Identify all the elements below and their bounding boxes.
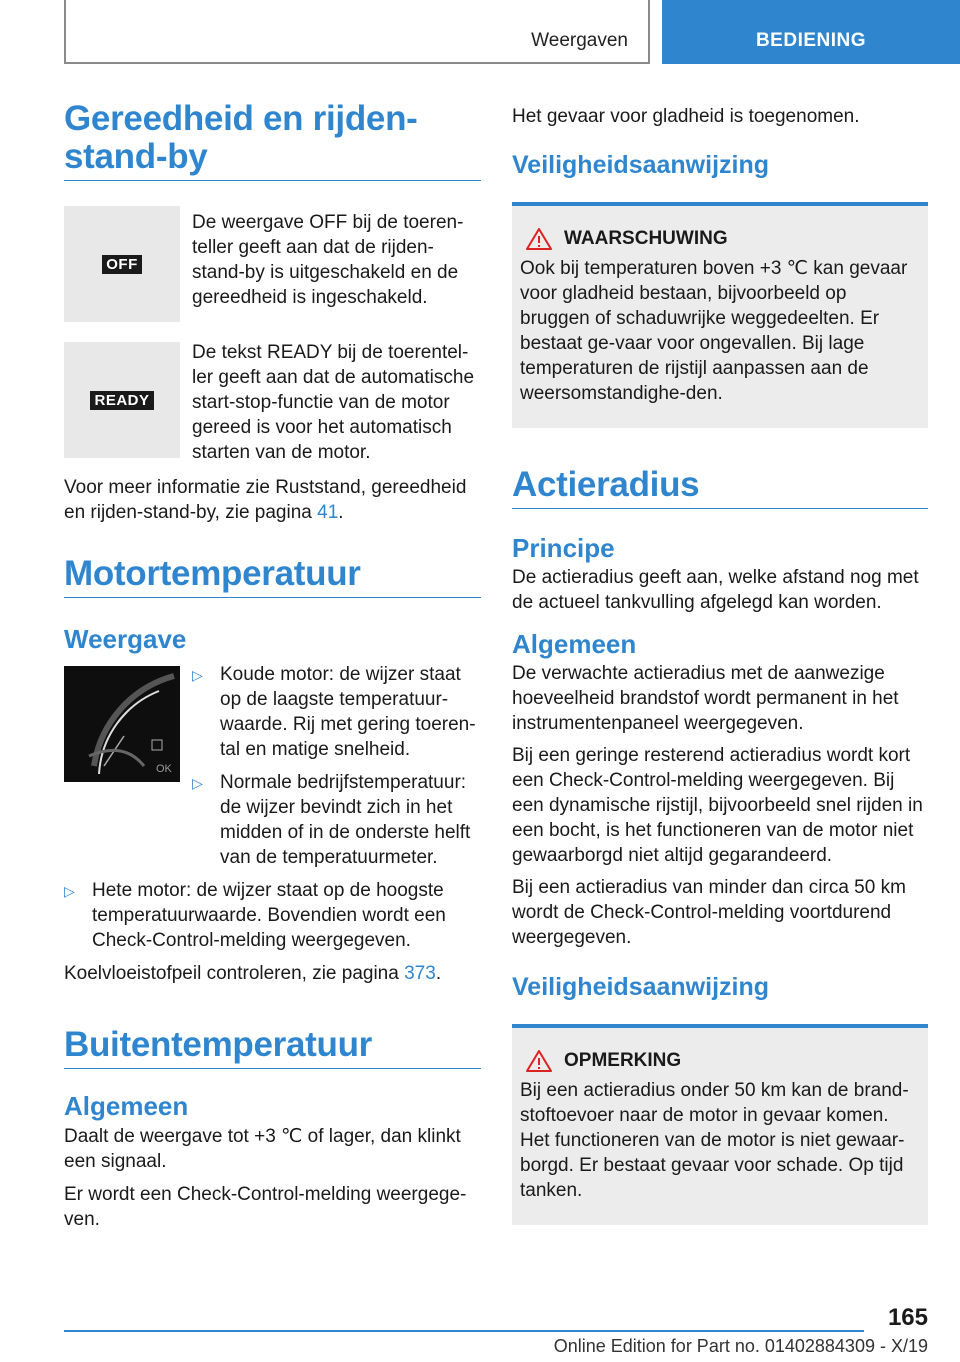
off-figure <box>64 206 180 322</box>
warning-text: Ook bij temperaturen boven +3 ℃ kan gevaar voor gladheid bestaan, bijvoorbeeld op bruggen of schaduwrijke weggedeelten. Er bestaat ge-vaar voor ongevallen. Bij lage temperaturen de rijstijl aanpassen aan de weersomstandighe-den. <box>520 258 908 404</box>
more-info-label: Voor meer informatie zie Ruststand, gereedheid en rijden-stand-by, zie pagina <box>64 477 467 523</box>
temperature-gauge-figure <box>64 666 180 782</box>
bullet-normal-temp: ▷ Normale bedrijfstemperatuur: de wijzer bevindt zich in het midden of in de onderste helft van de temperatuurmeter. <box>192 772 471 868</box>
chapter-label: BEDIENING <box>755 30 867 51</box>
warning-triangle-icon <box>526 1050 552 1072</box>
slippery-text: Het gevaar voor gladheid is toegenomen. <box>512 106 860 127</box>
gauge-figure-row <box>64 666 481 870</box>
range-p2: Bij een geringe resterend actieradius wordt kort een Check-Control-melding weergegeven. Bij een dynamische rijstijl, bijvoorbeeld snel rijden in een bocht, is het functioneren van de motor niet gewaarborgd niet altijd gegarandeerd. <box>512 745 923 866</box>
page-link-373[interactable]: 373 <box>404 963 436 984</box>
bullet-hot-engine: ▷ Hete motor: de wijzer staat op de hoogste temperatuurwaarde. Bovendien wordt een Check-Control-melding weergegeven. <box>64 880 446 951</box>
ready-figure-row <box>64 342 481 465</box>
edition-text: Online Edition for Part no. 01402884309 - X/19 <box>553 1336 928 1356</box>
subtitle-principle: Principe <box>512 533 615 563</box>
subtitle-general: Algemeen <box>64 1091 189 1121</box>
header-section: Weergaven <box>531 30 628 51</box>
outside-temp-p1: Daalt de weergave tot +3 ℃ of lager, dan klinkt een signaal. <box>64 1126 461 1172</box>
page-link-41[interactable]: 41 <box>317 502 339 523</box>
more-info-text: Voor meer informatie zie Ruststand, gereedheid en rijden-stand-by, zie pagina 41. <box>64 477 467 523</box>
chapter-tab[interactable] <box>662 0 960 64</box>
subtitle-general-range: Algemeen <box>512 629 637 659</box>
range-p3: Bij een actieradius van minder dan circa 50 km wordt de Check-Control-melding voortdurend weergegeven. <box>512 877 906 948</box>
outside-temp-p2: Er wordt een Check-Control-melding weergege-ven. <box>64 1184 467 1230</box>
range-p1: De verwachte actieradius met de aanwezige hoeveelheid brandstof wordt permanent in het instrumentenpaneel weergegeven. <box>512 663 899 734</box>
gauge-icon <box>64 666 180 782</box>
safety-heading-2: Veiligheidsaanwijzing <box>512 973 770 1001</box>
header-box <box>64 0 650 64</box>
ready-badge: READY <box>90 391 153 410</box>
coolant-label: Koelvloeistofpeil controleren, zie pagina <box>64 963 405 984</box>
footer-divider <box>64 1330 864 1332</box>
notice-title: OPMERKING <box>520 1050 920 1072</box>
page-number: 165 <box>887 1304 928 1331</box>
section-title-engine-temp: Motortemperatuur <box>64 555 481 598</box>
section-title-readiness: Gereedheid en rijden-stand-by <box>64 100 481 181</box>
warning-title: WAARSCHUWING <box>520 228 920 250</box>
ready-figure <box>64 342 180 458</box>
subtitle-display: Weergave <box>64 624 187 654</box>
right-column <box>512 100 928 1225</box>
gauge-bullets <box>192 662 481 870</box>
section-title-range: Actieradius <box>512 466 928 509</box>
safety-heading-1: Veiligheidsaanwijzing <box>512 151 770 179</box>
left-column <box>64 100 481 1232</box>
warning-box <box>512 202 928 428</box>
off-figure-row <box>64 206 481 322</box>
warning-triangle-icon <box>526 228 552 250</box>
section-title-outside-temp: Buitentemperatuur <box>64 1026 481 1069</box>
gauge-ok-label: OK <box>156 763 172 775</box>
notice-text: Bij een actieradius onder 50 km kan de brand-stoftoevoer naar de motor in gevaar komen. Het functioneren van de motor is niet gewaar-borgd. Er bestaat gevaar voor schade. Op tijd tanken. <box>520 1080 909 1201</box>
principle-text: De actieradius geeft aan, welke afstand nog met de actueel tankvulling afgelegd kan worden. <box>512 567 919 613</box>
off-description: De weergave OFF bij de toeren-teller geeft aan dat de rijden-stand-by is uitgeschakeld en de gereedheid is ingeschakeld. <box>192 212 464 308</box>
off-badge: OFF <box>102 255 142 274</box>
bullet-cold-engine: ▷ Koude motor: de wijzer staat op de laagste temperatuur-waarde. Rij met gering toeren-tal en matige snelheid. <box>192 664 476 760</box>
ready-description: De tekst READY bij de toerentel-ler geeft aan dat de automatische start-stop-functie van de motor gereed is voor het automatisch starten van de motor. <box>192 342 475 463</box>
coolant-text: Koelvloeistofpeil controleren, zie pagina 373. <box>64 963 442 984</box>
notice-box <box>512 1024 928 1225</box>
